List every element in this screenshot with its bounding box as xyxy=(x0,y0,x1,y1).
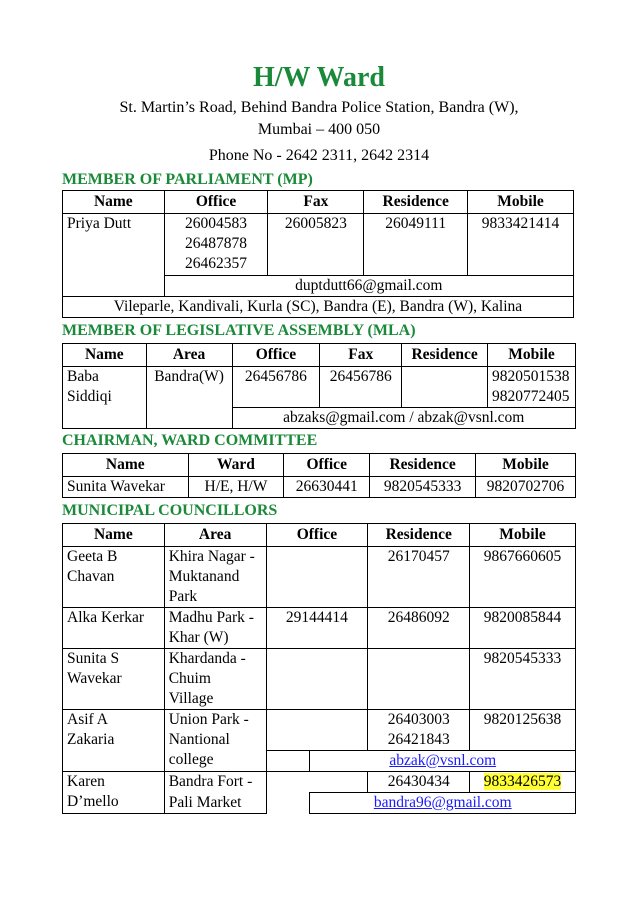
councillor-area: Bandra Fort - xyxy=(164,772,266,793)
email-link[interactable]: abzak@vsnl.com xyxy=(389,752,497,769)
col-header: Name xyxy=(63,454,189,477)
councillor-mobile: 9820125638 xyxy=(470,710,576,751)
chairman-table xyxy=(62,453,576,498)
col-header: Mobile xyxy=(468,191,574,214)
email-link[interactable]: bandra96@gmail.com xyxy=(373,794,512,811)
col-header: Name xyxy=(63,524,165,547)
col-header: Office xyxy=(284,454,370,477)
mla-name: Baba Siddiqi xyxy=(63,367,147,429)
col-header: Mobile xyxy=(476,454,576,477)
phone-line: Phone No - 2642 2311, 2642 2314 xyxy=(208,147,430,164)
col-header: Residence xyxy=(364,191,468,214)
councillor-mobile: 9820545333 xyxy=(470,649,576,710)
table-row xyxy=(63,649,576,710)
councillor-email xyxy=(310,793,576,814)
col-header: Name xyxy=(63,344,147,367)
councillor-residence: 26430434 xyxy=(368,772,470,793)
councillor-area: Madhu Park - Khar (W) xyxy=(164,608,266,649)
councillor-residence xyxy=(368,649,470,710)
col-header: Name xyxy=(63,191,165,214)
mp-residence: 26049111 xyxy=(364,214,468,276)
councillor-office xyxy=(266,547,368,608)
col-header: Residence xyxy=(370,454,476,477)
address-line-2: Mumbai – 400 050 xyxy=(257,121,381,138)
mp-header-row xyxy=(63,191,574,214)
mp-row xyxy=(63,214,574,276)
chairman-row xyxy=(63,477,576,498)
councillor-office xyxy=(266,710,368,751)
councillors-header-row xyxy=(63,524,576,547)
councillor-name: Alka Kerkar xyxy=(63,608,165,649)
highlighted-mobile: 9833426573 xyxy=(483,773,562,790)
col-header: Mobile xyxy=(470,524,576,547)
mla-residence xyxy=(402,367,488,408)
chairman-header-row xyxy=(63,454,576,477)
mp-fax: 26005823 xyxy=(268,214,364,276)
councillor-email xyxy=(310,751,576,772)
councillor-area: Khardanda - Chuim Village xyxy=(164,649,266,710)
mla-fax: 26456786 xyxy=(320,367,402,408)
chairman-mobile: 9820702706 xyxy=(476,477,576,498)
councillor-name: Geeta B Chavan xyxy=(63,547,165,608)
councillor-mobile xyxy=(470,772,576,793)
mla-office: 26456786 xyxy=(232,367,320,408)
table-row xyxy=(63,710,576,751)
mla-mobile: 9820501538 9820772405 xyxy=(488,367,576,408)
address-line-1: St. Martin’s Road, Behind Bandra Police Station, Bandra (W), xyxy=(119,99,519,116)
mla-email: abzaks@gmail.com / abzak@vsnl.com xyxy=(232,408,575,429)
mla-area: Bandra(W) xyxy=(146,367,232,429)
councillors-heading: MUNICIPAL COUNCILLORS xyxy=(62,502,278,519)
councillor-name: Sunita S Wavekar xyxy=(63,649,165,710)
councillor-name: Karen D’mello xyxy=(63,772,165,814)
councillors-table xyxy=(62,523,576,814)
page-title: H/W Ward xyxy=(252,62,385,93)
councillor-name: Asif A Zakaria xyxy=(63,710,165,772)
councillor-mobile: 9820085844 xyxy=(470,608,576,649)
councillor-mobile: 9867660605 xyxy=(470,547,576,608)
mp-table xyxy=(62,190,574,318)
mp-name: Priya Dutt xyxy=(63,214,165,297)
councillor-office: 29144414 xyxy=(266,608,368,649)
email-spacer xyxy=(266,751,310,772)
mla-table xyxy=(62,343,576,429)
mp-mobile: 9833421414 xyxy=(468,214,574,276)
col-header: Ward xyxy=(188,454,284,477)
col-header: Office xyxy=(266,524,368,547)
councillor-office xyxy=(266,772,368,793)
chairman-heading: CHAIRMAN, WARD COMMITTEE xyxy=(62,432,318,449)
councillor-area-cont: Pali Market xyxy=(164,793,266,814)
councillor-residence: 26486092 xyxy=(368,608,470,649)
mp-office: 26004583 26487878 26462357 xyxy=(164,214,268,276)
mp-email: duptdutt66@gmail.com xyxy=(164,275,573,296)
chairman-ward: H/E, H/W xyxy=(188,477,284,498)
mla-heading: MEMBER OF LEGISLATIVE ASSEMBLY (MLA) xyxy=(62,322,416,339)
chairman-residence: 9820545333 xyxy=(370,477,476,498)
email-spacer xyxy=(266,793,310,814)
col-header: Mobile xyxy=(488,344,576,367)
col-header: Area xyxy=(164,524,266,547)
mp-constituency: Vileparle, Kandivali, Kurla (SC), Bandra (E), Bandra (W), Kalina xyxy=(63,297,574,318)
councillor-area: Khira Nagar - Muktanand Park xyxy=(164,547,266,608)
table-row xyxy=(63,608,576,649)
councillor-residence: 26403003 26421843 xyxy=(368,710,470,751)
mp-heading: MEMBER OF PARLIAMENT (MP) xyxy=(62,171,313,188)
chairman-office: 26630441 xyxy=(284,477,370,498)
col-header: Fax xyxy=(320,344,402,367)
col-header: Residence xyxy=(402,344,488,367)
col-header: Office xyxy=(232,344,320,367)
chairman-name: Sunita Wavekar xyxy=(63,477,189,498)
col-header: Area xyxy=(146,344,232,367)
mla-row xyxy=(63,367,576,408)
councillor-area: Union Park - Nantional college xyxy=(164,710,266,772)
col-header: Residence xyxy=(368,524,470,547)
mp-area-row xyxy=(63,297,574,318)
table-row xyxy=(63,772,576,793)
col-header: Fax xyxy=(268,191,364,214)
councillor-office xyxy=(266,649,368,710)
col-header: Office xyxy=(164,191,268,214)
councillor-residence: 26170457 xyxy=(368,547,470,608)
mla-header-row xyxy=(63,344,576,367)
table-row xyxy=(63,547,576,608)
